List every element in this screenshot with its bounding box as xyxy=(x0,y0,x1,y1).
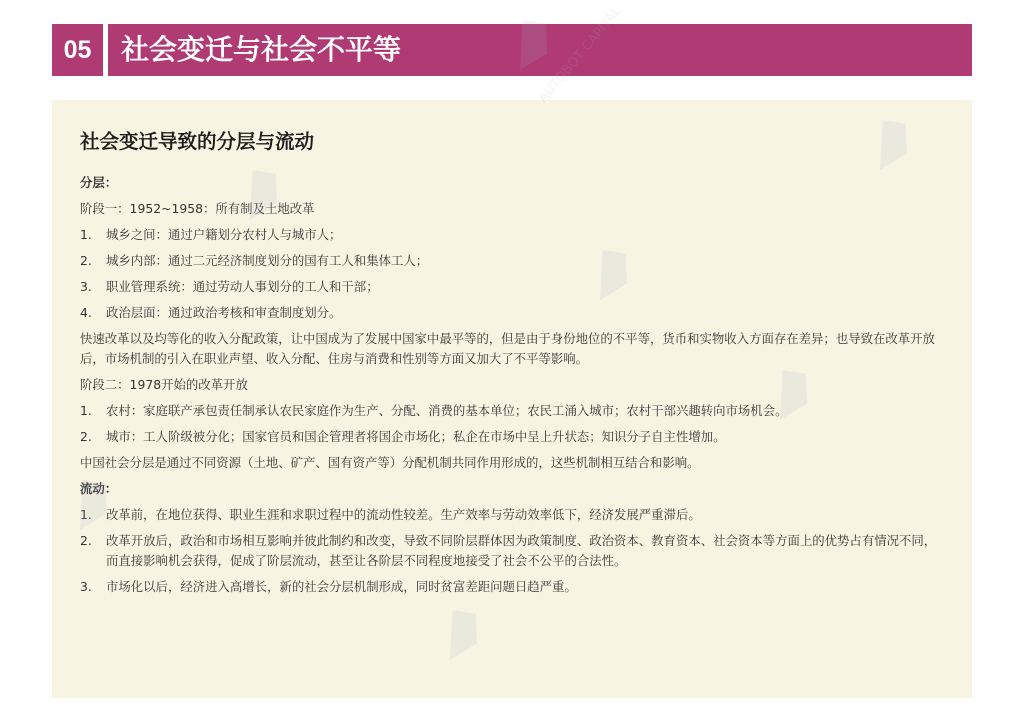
section-title: 社会变迁与社会不平等 xyxy=(108,24,972,76)
list-item: 2. 改革开放后，政治和市场相互影响并彼此制约和改变，导致不同阶层群体因为政策制度、政治资本、教育资本、社会资本等方面上的优势占有情况不同，而直接影响机会获得，促成了阶层流动，甚至让各阶层不同程度地接受了社会不公平的合法性。 xyxy=(80,533,937,568)
list-item: 2. 城乡内部：通过二元经济制度划分的国有工人和集体工人； xyxy=(80,253,429,268)
mobility-label: 流动： xyxy=(80,481,118,496)
content-panel xyxy=(52,100,972,698)
stage1-title: 阶段一：1952~1958：所有制及土地改革 xyxy=(80,201,315,216)
stratification-label: 分层： xyxy=(80,175,118,190)
list-item: 4. 政治层面：通过政治考核和审查制度划分。 xyxy=(80,305,342,320)
stage2-summary: 中国社会分层是通过不同资源（土地、矿产、国有资产等）分配机制共同作用形成的，这些机制相互结合和影响。 xyxy=(80,455,700,470)
stage1-summary: 快速改革以及均等化的收入分配政策，让中国成为了发展中国家中最平等的，但是由于身份地位的不平等，货币和实物收入方面存在差异；也导致在改革开放后，市场机制的引入在职业声望、收入分配、住房与消费和性别等方面又加大了不平等影响。 xyxy=(80,331,935,366)
list-item: 1. 改革前，在地位获得、职业生涯和求职过程中的流动性较差。生产效率与劳动效率低下，经济发展严重滞后。 xyxy=(80,507,701,522)
list-item: 3. 职业管理系统：通过劳动人事划分的工人和干部； xyxy=(80,279,379,294)
list-item: 3. 市场化以后，经济进入高增长，新的社会分层机制形成，同时贫富差距问题日趋严重。 xyxy=(80,579,577,594)
stage2-title: 阶段二：1978开始的改革开放 xyxy=(80,377,248,392)
content-body xyxy=(80,126,942,597)
list-item: 1. 农村：家庭联产承包责任制承认农民家庭作为生产、分配、消费的基本单位；农民工涌入城市；农村干部兴趣转向市场机会。 xyxy=(80,403,788,418)
list-item: 2. 城市：工人阶级被分化；国家官员和国企管理者将国企市场化；私企在市场中呈上升状态；知识分子自主性增加。 xyxy=(80,429,726,444)
content-heading: 社会变迁导致的分层与流动 xyxy=(80,130,315,153)
list-item: 1. 城乡之间：通过户籍划分农村人与城市人； xyxy=(80,227,342,242)
section-header xyxy=(52,24,972,76)
section-number: 05 xyxy=(52,24,103,76)
